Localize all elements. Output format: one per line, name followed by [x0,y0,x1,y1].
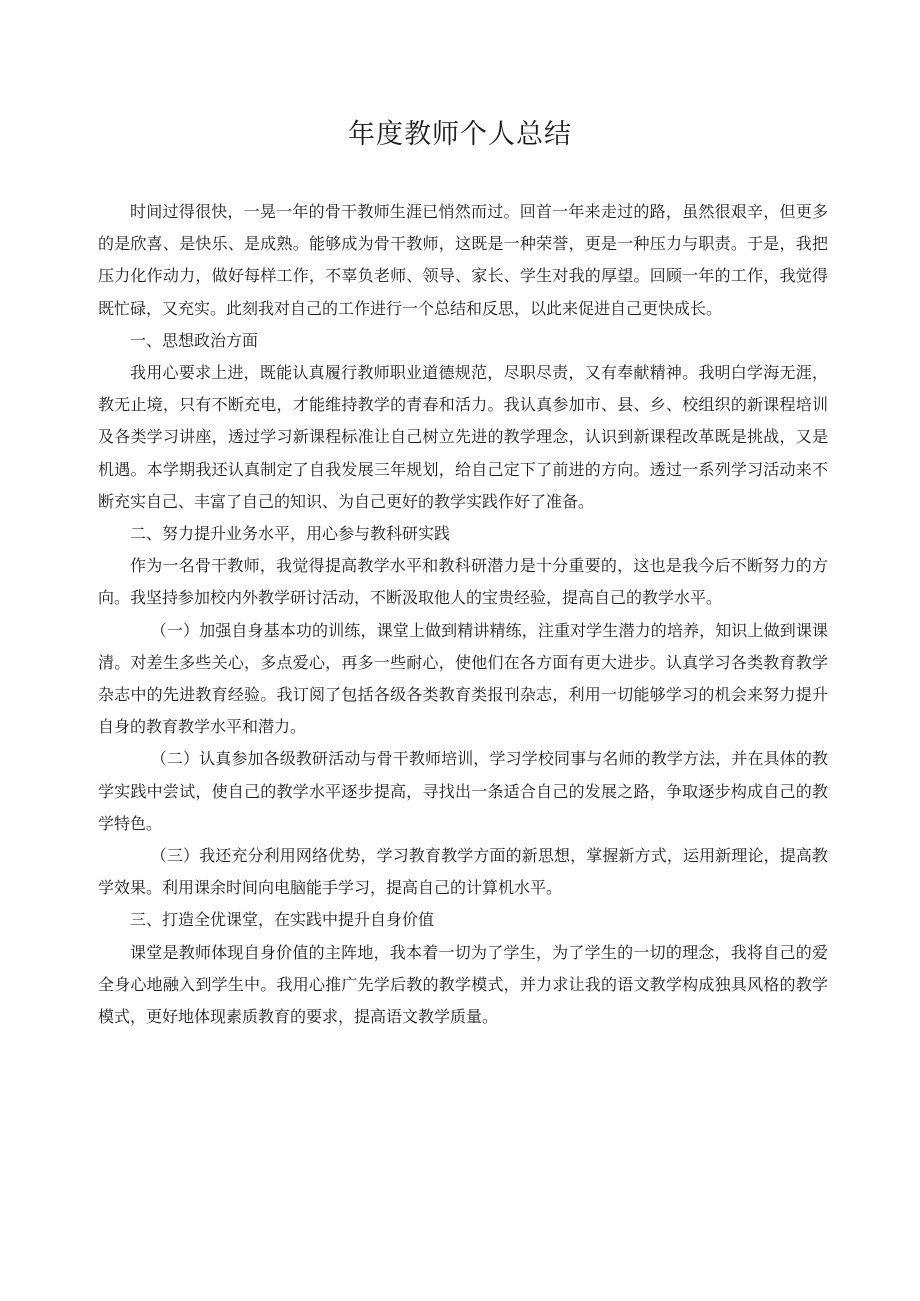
section-heading-3: 三、打造全优课堂，在实践中提升自身价值 [130,910,435,930]
paragraph-subsection-1: （一）加强自身基本功的训练，课堂上做到精讲精练，注重对学生潜力的培养，知识上做到课课清。对差生多些关心，多点爱心，再多一些耐心，使他们在各方面有更大进步。认真学习各类教育教学杂志中的先进教育经验。我订阅了包括各级各类教育类报刊杂志，利用一切能够学习的机会来努力提升自身的教育教学水平和潜力。 [98,620,828,737]
paragraph-subsection-3: （三）我还充分利用网络优势，学习教育教学方面的新思想，掌握新方式，运用新理论，提高教学效果。利用课余时间向电脑能手学习，提高自己的计算机水平。 [98,846,828,898]
section-heading-1: 一、思想政治方面 [130,330,259,350]
paragraph-section-3: 课堂是教师体现自身价值的主阵地，我本着一切为了学生，为了学生的一切的理念，我将自己的爱全身心地融入到学生中。我用心推广先学后教的教学模式，并力求让我的语文教学构成独具风格的教学模式，更好地体现素质教育的要求，提高语文教学质量。 [98,942,828,1027]
paragraph-section-1: 我用心要求上进，既能认真履行教师职业道德规范，尽职尽责，又有奉献精神。我明白学海无涯，教无止境，只有不断充电，才能维持教学的青春和活力。我认真参加市、县、乡、校组织的新课程培训及各类学习讲座，透过学习新课程标准让自己树立先进的教学理念，认识到新课程改革既是挑战，又是机遇。本学期我还认真制定了自我发展三年规划，给自己定下了前进的方向。透过一系列学习活动来不断充实自己、丰富了自己的知识、为自己更好的教学实践作好了准备。 [98,363,828,511]
paragraph-section-2: 作为一名骨干教师，我觉得提高教学水平和教科研潜力是十分重要的，这也是我今后不断努力的方向。我坚持参加校内外教学研讨活动，不断汲取他人的宝贵经验，提高自己的教学水平。 [98,556,828,608]
document-title: 年度教师个人总结 [348,119,572,150]
section-heading-2: 二、努力提升业务水平，用心参与教科研实践 [130,524,451,544]
document-body [98,196,828,1033]
paragraph-subsection-2: （二）认真参加各级教研活动与骨干教师培训，学习学校同事与名师的教学方法，并在具体的教学实践中尝试，使自己的教学水平逐步提高，寻找出一条适合自己的发展之路，争取逐步构成自己的教学特色。 [98,749,828,833]
paragraph-intro: 时间过得很快，一晃一年的骨干教师生涯已悄然而过。回首一年来走过的路，虽然很艰辛，但更多的是欣喜、是快乐、是成熟。能够成为骨干教师，这既是一种荣誉，更是一种压力与职责。于是，我把压力化作动力，做好每样工作，不辜负老师、领导、家长、学生对我的厚望。回顾一年的工作，我觉得既忙碌，又充实。此刻我对自己的工作进行一个总结和反思，以此来促进自己更快成长。 [98,202,828,318]
